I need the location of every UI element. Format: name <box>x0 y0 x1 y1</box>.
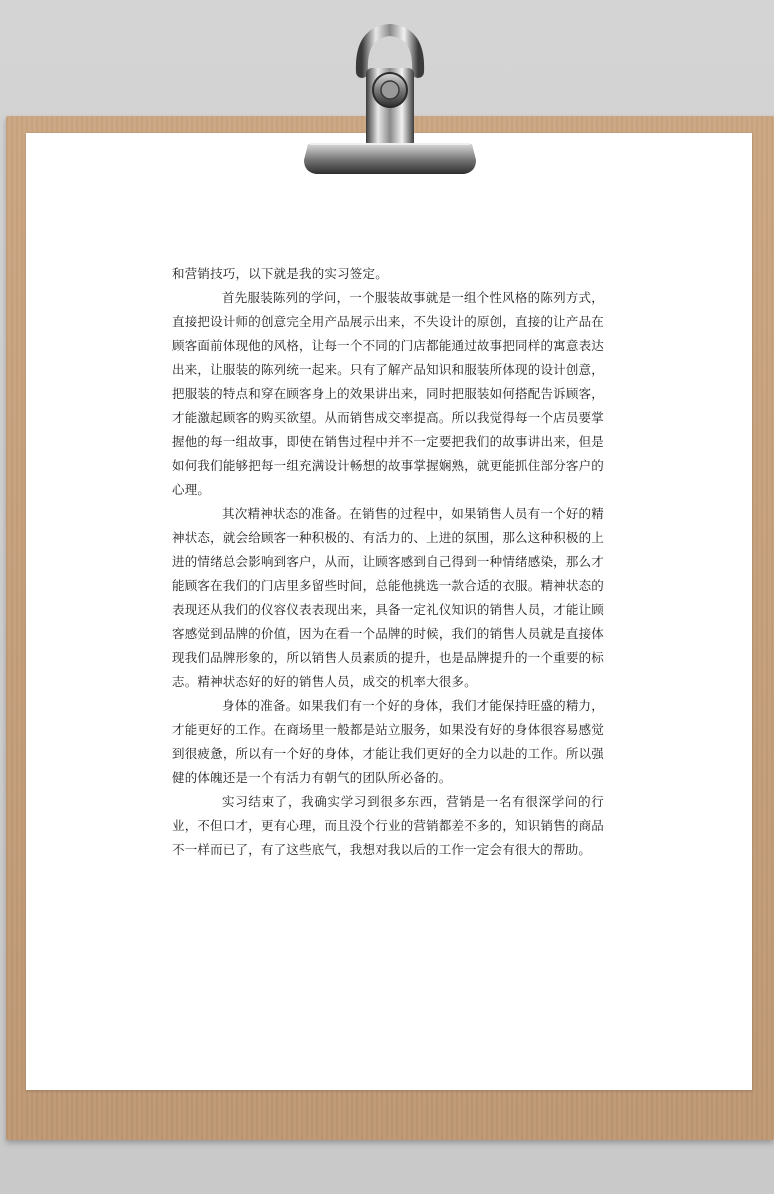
document-body <box>172 262 604 862</box>
paragraph-body: 身体的准备。如果我们有一个好的身体，我们才能保持旺盛的精力，才能更好的工作。在商场里一般都是站立服务，如果没有好的身体很容易感觉到很疲惫，所以有一个好的身体，才能让我们更好的全力以赴的工作。所以强健的体魄还是一个有活力有朝气的团队所必备的。 <box>172 698 604 785</box>
paragraph-conclusion: 实习结束了，我确实学习到很多东西，营销是一名有很深学问的行业，不但口才，更有心理，而且没个行业的营销都差不多的，知识销售的商品不一样而已了，有了这些底气，我想对我以后的工作一定会有很大的帮助。 <box>172 794 604 857</box>
paragraph-spirit: 其次精神状态的准备。在销售的过程中，如果销售人员有一个好的精神状态，就会给顾客一种积极的、有活力的、上进的氛围，那么这种积极的上进的情绪总会影响到客户，从而，让顾客感到自己得到一种情绪感染，那么才能顾客在我们的门店里多留些时间，总能他挑选一款合适的衣服。精神状态的表现还从我们的仪容仪表表现出来，具备一定礼仪知识的销售人员，才能让顾客感觉到品牌的价值，因为在看一个品牌的时候，我们的销售人员就是直接体现我们品牌形象的，所以销售人员素质的提升，也是品牌提升的一个重要的标志。精神状态好的好的销售人员，成交的机率大很多。 <box>172 506 604 689</box>
paragraph-intro: 和营销技巧，以下就是我的实习签定。 <box>172 266 388 281</box>
binder-clip-icon <box>300 20 480 180</box>
paragraph-display: 首先服装陈列的学问，一个服装故事就是一组个性风格的陈列方式，直接把设计师的创意完全用产品展示出来，不失设计的原创，直接的让产品在顾客面前体现他的风格，让每一个不同的门店都能通过故事把同样的寓意表达出来，让服装的陈列统一起来。只有了解产品知识和服装所体现的设计创意，把服装的特点和穿在顾客身上的效果讲出来，同时把服装如何搭配告诉顾客，才能激起顾客的购买欲望。从而销售成交率提高。所以我觉得每一个店员要掌握他的每一组故事，即使在销售过程中并不一定要把我们的故事讲出来，但是如何我们能够把每一组充满设计畅想的故事掌握娴熟，就更能抓住部分客户的心理。 <box>172 290 604 497</box>
